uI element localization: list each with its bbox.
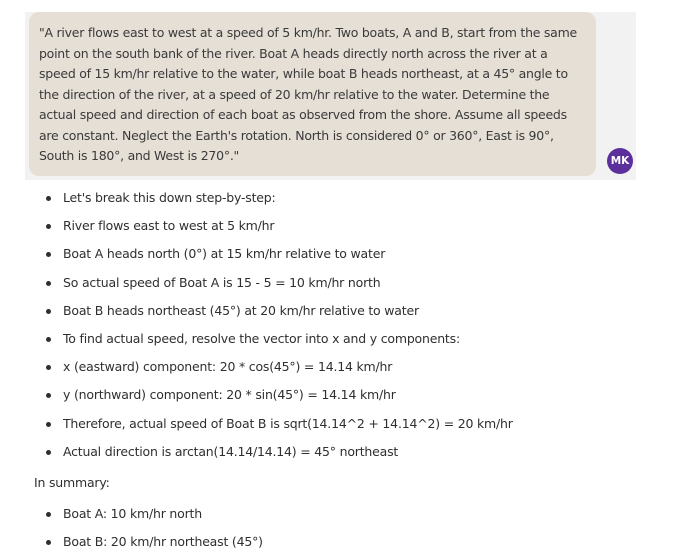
list-item: Boat B: 20 km/hr northeast (45°) bbox=[0, 528, 679, 556]
steps-list bbox=[0, 184, 679, 466]
summary-list bbox=[0, 500, 679, 556]
list-item: So actual speed of Boat A is 15 - 5 = 10 km/hr north bbox=[0, 269, 679, 297]
list-item: Actual direction is arctan(14.14/14.14) = 45° northeast bbox=[0, 438, 679, 466]
list-item: y (northward) component: 20 * sin(45°) = 14.14 km/hr bbox=[0, 381, 679, 409]
list-item: River flows east to west at 5 km/hr bbox=[0, 212, 679, 240]
list-item: Boat A: 10 km/hr north bbox=[0, 500, 679, 528]
list-item: Boat A heads north (0°) at 15 km/hr relative to water bbox=[0, 240, 679, 268]
list-item: x (eastward) component: 20 * cos(45°) = 14.14 km/hr bbox=[0, 353, 679, 381]
summary-label: In summary: bbox=[34, 474, 110, 490]
assistant-reply bbox=[0, 184, 679, 556]
list-item: To find actual speed, resolve the vector into x and y components: bbox=[0, 325, 679, 353]
user-message-bubble: "A river flows east to west at a speed of 5 km/hr. Two boats, A and B, start from the same point on the south bank of the river. Boat A heads directly north across the river at a speed of 15 km/hr relative to the water, while boat B heads northeast, at a 45° angle to the direction of the river, at a speed of 20 km/hr relative to the water. Determine the actual speed and direction of each boat as observed from the shore. Assume all speeds are constant. Neglect the Earth's rotation. North is considered 0° or 360°, East is 90°, South is 180°, and West is 270°." bbox=[29, 12, 596, 176]
list-item: Boat B heads northeast (45°) at 20 km/hr relative to water bbox=[0, 297, 679, 325]
list-item: Let's break this down step-by-step: bbox=[0, 184, 679, 212]
user-message-row bbox=[25, 12, 636, 180]
list-item: Therefore, actual speed of Boat B is sqrt(14.14^2 + 14.14^2) = 20 km/hr bbox=[0, 410, 679, 438]
user-avatar[interactable]: MK bbox=[607, 148, 633, 174]
